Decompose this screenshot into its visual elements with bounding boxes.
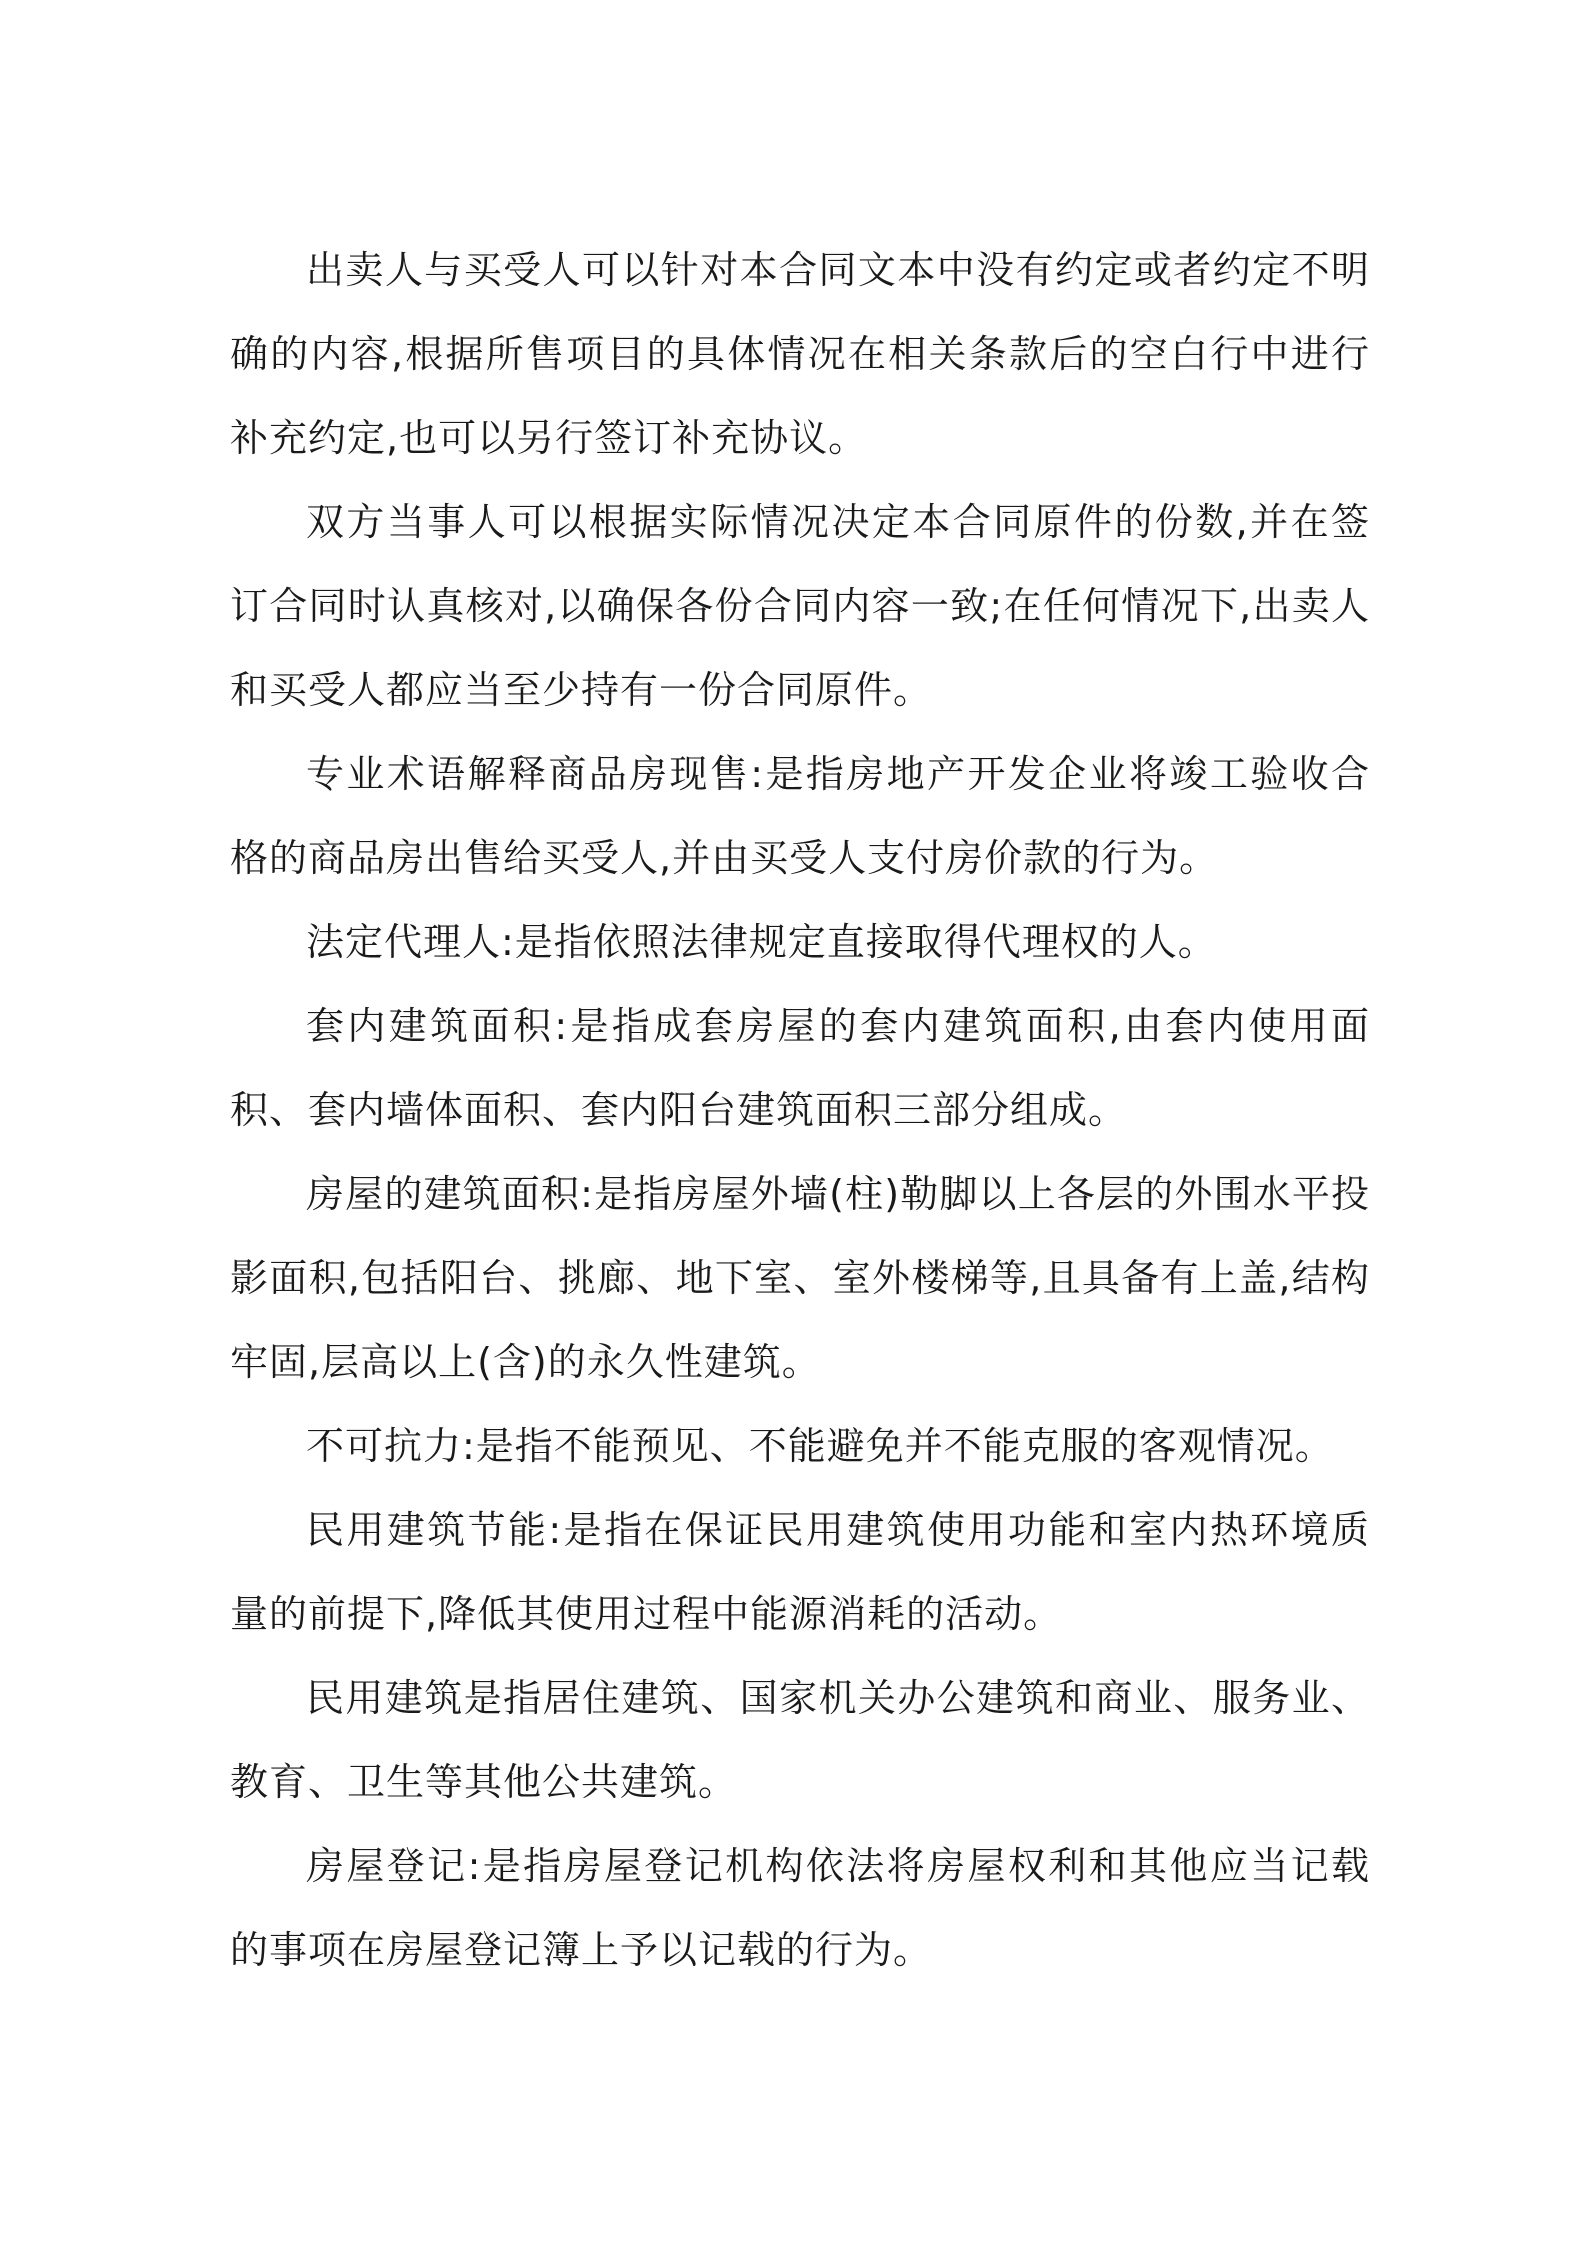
paragraph-term-force-majeure: 不可抗力:是指不能预见、不能避免并不能克服的客观情况。 bbox=[306, 1424, 1334, 1468]
document-body bbox=[230, 228, 1370, 1992]
paragraph-term-energy-saving: 民用建筑节能:是指在保证民用建筑使用功能和室内热环境质量的前提下,降低其使用过程中能源消耗的活动。 bbox=[230, 1508, 1370, 1636]
paragraph-term-building-area: 房屋的建筑面积:是指房屋外墙(柱)勒脚以上各层的外围水平投影面积,包括阳台、挑廊、地下室、室外楼梯等,且具备有上盖,结构牢固,层高以上(含)的永久性建筑。 bbox=[230, 1172, 1370, 1384]
paragraph-term-current-sale: 专业术语解释商品房现售:是指房地产开发企业将竣工验收合格的商品房出售给买受人,并由买受人支付房价款的行为。 bbox=[230, 752, 1370, 880]
paragraph-term-inner-area: 套内建筑面积:是指成套房屋的套内建筑面积,由套内使用面积、套内墙体面积、套内阳台建筑面积三部分组成。 bbox=[230, 1004, 1370, 1132]
paragraph-contract-copies: 双方当事人可以根据实际情况决定本合同原件的份数,并在签订合同时认真核对,以确保各份合同内容一致;在任何情况下,出卖人和买受人都应当至少持有一份合同原件。 bbox=[230, 500, 1370, 712]
paragraph-supplementary-agreement: 出卖人与买受人可以针对本合同文本中没有约定或者约定不明确的内容,根据所售项目的具体情况在相关条款后的空白行中进行补充约定,也可以另行签订补充协议。 bbox=[230, 248, 1370, 460]
paragraph-term-civil-building: 民用建筑是指居住建筑、国家机关办公建筑和商业、服务业、教育、卫生等其他公共建筑。 bbox=[230, 1676, 1370, 1804]
paragraph-term-legal-agent: 法定代理人:是指依照法律规定直接取得代理权的人。 bbox=[306, 920, 1217, 964]
paragraph-term-house-registration: 房屋登记:是指房屋登记机构依法将房屋权利和其他应当记载的事项在房屋登记簿上予以记载的行为。 bbox=[230, 1844, 1370, 1972]
